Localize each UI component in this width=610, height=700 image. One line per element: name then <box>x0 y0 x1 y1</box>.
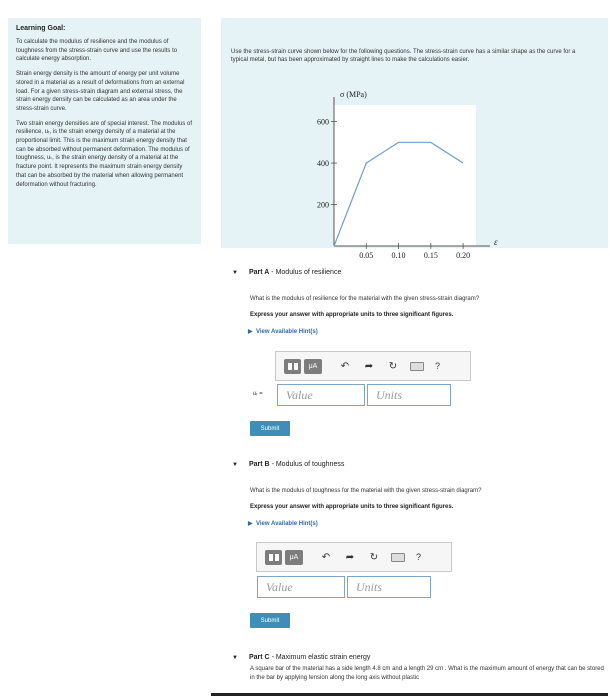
help-icon[interactable]: ? <box>435 361 441 371</box>
part-a-value-input[interactable]: Value <box>277 384 365 406</box>
learning-goal-title: Learning Goal: <box>16 25 66 32</box>
y-tick-label: 200 <box>317 200 329 210</box>
part-b-header[interactable] <box>249 461 344 468</box>
template-icon[interactable] <box>265 550 282 565</box>
x-axis-label: ε <box>494 237 498 247</box>
y-axis-label: σ (MPa) <box>340 90 367 99</box>
part-a-toolbar <box>275 351 471 381</box>
x-tick-label: 0.10 <box>391 251 406 260</box>
undo-icon[interactable]: ↶ <box>321 551 331 563</box>
learning-goal-paragraph-3: Two strain energy densities are of special interest. The modulus of resilience, uᵣ, is the strain energy density of a material at the proportional limit. This is the maximum strain energy density that can be absorbed without permanent deformation. The modulus of toughness, uₜ, is the strain energy density of a material at the fracture point. It represents the maximum strain energy density that can be absorbed by the material when allowing permanent deformation without fracturing. <box>16 120 192 188</box>
learning-goal-paragraph-2: Strain energy density is the amount of energy per unit volume stored in a material as a result of deformations from an external load. For a given stress-strain diagram and external stress, the strain energy density can be calculated as an area under the stress-strain curve. <box>16 71 185 112</box>
help-icon[interactable]: ? <box>416 552 422 562</box>
part-b-label: Part B <box>249 461 270 468</box>
redo-icon[interactable]: ➦ <box>345 551 355 563</box>
part-b-hints-link[interactable]: ▶ View Available Hint(s) <box>248 521 318 527</box>
reset-icon[interactable]: ↻ <box>369 551 379 563</box>
units-icon[interactable]: μA <box>304 359 322 374</box>
plot-area <box>334 105 476 246</box>
part-a-question: What is the modulus of resilience for the material with the given stress-strain diagram? <box>250 296 480 302</box>
part-a-instruction: Express your answer with appropriate units to three significant figures. <box>250 312 454 318</box>
x-tick-label: 0.15 <box>423 251 438 260</box>
undo-icon[interactable]: ↶ <box>340 360 350 372</box>
part-b-question: What is the modulus of toughness for the material with the given stress-strain diagram? <box>250 488 482 494</box>
part-a-title: - Modulus of resilience <box>269 269 342 276</box>
part-a-hints-label: View Available Hint(s) <box>255 329 318 335</box>
keyboard-icon[interactable] <box>391 553 405 562</box>
part-a-submit-button[interactable]: Submit <box>250 421 290 436</box>
part-c-title: - Maximum elastic strain energy <box>269 654 371 661</box>
part-c-header[interactable] <box>249 654 370 661</box>
units-icon[interactable]: μA <box>285 550 303 565</box>
part-a-collapse-toggle[interactable]: ▼ <box>232 270 238 276</box>
part-a-units-input[interactable]: Units <box>367 384 451 406</box>
part-c-label: Part C <box>249 654 270 661</box>
template-icon[interactable] <box>284 359 301 374</box>
part-a-label: Part A <box>249 269 270 276</box>
part-b-value-input[interactable]: Value <box>257 576 345 598</box>
part-b-hints-label: View Available Hint(s) <box>255 521 318 527</box>
learning-goal-panel <box>8 18 201 244</box>
part-b-instruction: Express your answer with appropriate units to three significant figures. <box>250 504 454 510</box>
intro-text: Use the stress-strain curve shown below for the following questions. The stress-strain curve has a similar shape as the curve for a typical metal, but has been approximated by straight lines to make the calculations easier. <box>231 49 576 63</box>
y-tick-label: 600 <box>317 117 329 127</box>
part-a-header[interactable] <box>249 269 341 276</box>
stress-strain-chart <box>316 85 526 260</box>
part-b-title: - Modulus of toughness <box>269 461 345 468</box>
keyboard-icon[interactable] <box>410 362 424 371</box>
horizontal-scrollbar[interactable] <box>211 693 608 696</box>
reset-icon[interactable]: ↻ <box>388 360 398 372</box>
x-tick-label: 0.05 <box>359 251 374 260</box>
intro-panel <box>221 18 608 260</box>
part-c-collapse-toggle[interactable]: ▼ <box>232 655 238 661</box>
part-b-toolbar <box>256 542 452 572</box>
part-a-hints-link[interactable]: ▶ View Available Hint(s) <box>248 329 318 335</box>
part-c-question: A square bar of the material has a side length 4.8 cm and a length 29 cm . What is the maximum amount of energy that can be stored in the bar by applying tension along the long axis without plastic <box>250 666 604 681</box>
learning-goal-paragraph-1: To calculate the modulus of resilience and the modulus of toughness from the stress-strain curve and use the results to calculate energy absorption. <box>16 39 178 63</box>
part-b-collapse-toggle[interactable]: ▼ <box>232 462 238 468</box>
part-a-variable-label: uᵣ = <box>253 391 263 397</box>
part-b-units-input[interactable]: Units <box>347 576 431 598</box>
x-tick-label: 0.20 <box>456 251 471 260</box>
y-tick-label: 400 <box>317 159 329 169</box>
redo-icon[interactable]: ➦ <box>364 360 374 372</box>
part-b-submit-button[interactable]: Submit <box>250 613 290 628</box>
